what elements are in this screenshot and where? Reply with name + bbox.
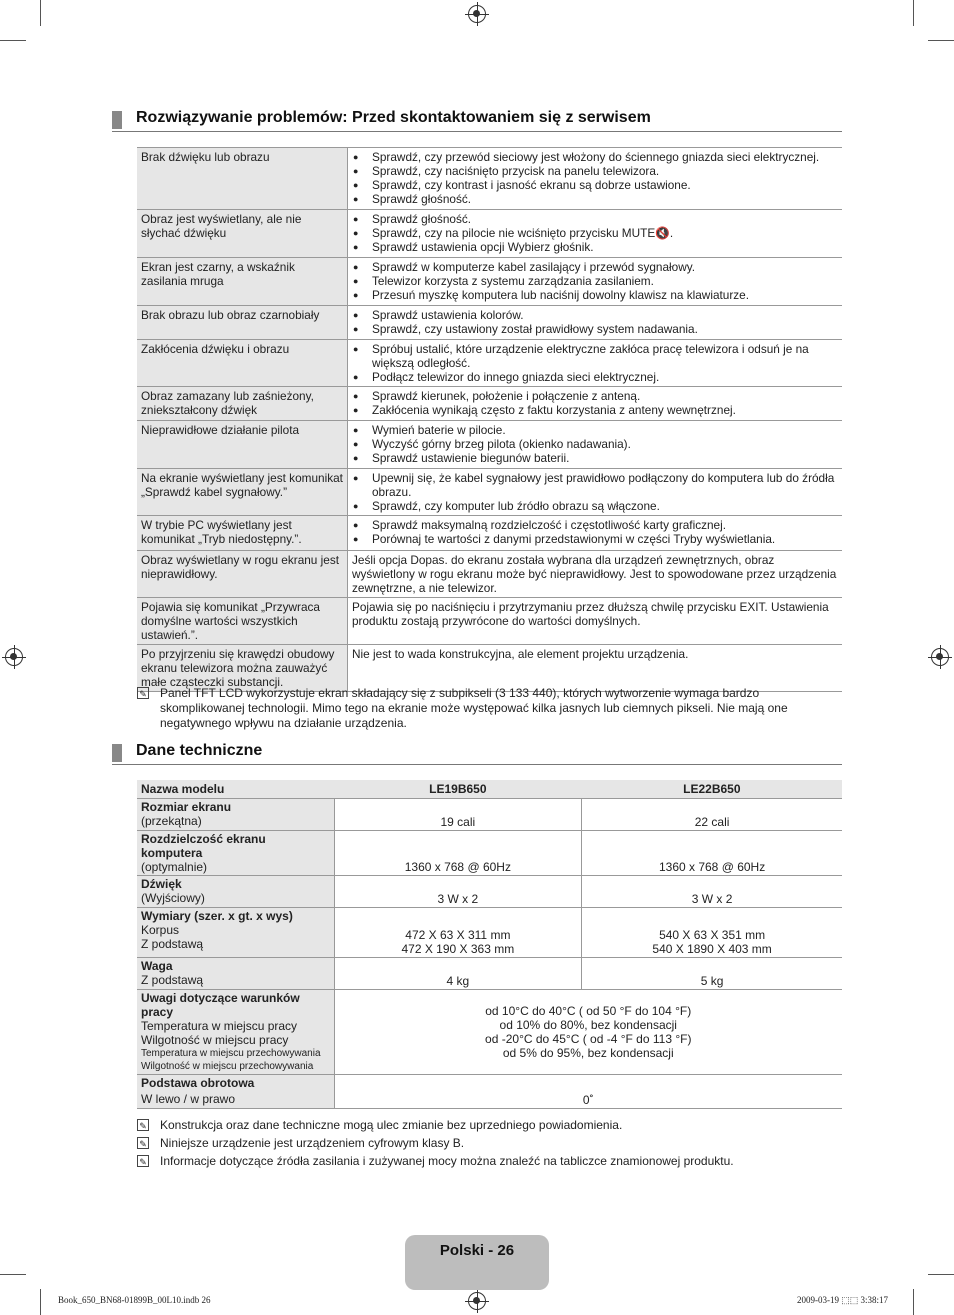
tft-note	[137, 686, 837, 731]
spec-value-env	[334, 990, 842, 1075]
solution-item: ● Sprawdź głośność.	[352, 192, 838, 206]
solution-text: Nie jest to wada konstrukcyjna, ale element projektu urządzenia.	[352, 647, 689, 661]
solution-item: ● Spróbuj ustalić, które urządzenie elektryczne zakłóca pracę telewizora i odsuń je na większą odległość.	[352, 342, 838, 370]
spec-name: Dźwięk	[141, 877, 182, 891]
spec-value: 5 kg	[700, 974, 724, 988]
solution-item: ● Sprawdź kierunek, położenie i połączenie z anteną.	[352, 389, 838, 403]
solution-item: ● Telewizor korzysta z systemu zarządzania zasilaniem.	[352, 274, 838, 288]
footer-right: 2009-03-19 ⬚⬚ 3:38:17	[797, 1295, 889, 1305]
spec-value-stand	[334, 1075, 842, 1109]
solution-item: ● Sprawdź, czy naciśnięto przycisk na panelu telewizora.	[352, 164, 838, 178]
troubleshoot-row	[137, 645, 842, 692]
spec-sub: Z podstawą	[141, 973, 204, 987]
specs-header-row	[137, 780, 842, 799]
spec-note-text: Konstrukcja oraz dane techniczne mogą ulec zmianie bez uprzedniego powiadomienia.	[160, 1118, 623, 1132]
solution-cell	[348, 148, 843, 210]
solution-list	[352, 389, 838, 417]
troubleshoot-table	[137, 147, 842, 692]
crop-mark	[928, 1274, 954, 1275]
specs-row	[137, 876, 842, 908]
spec-label-cell	[137, 908, 334, 958]
solution-item: ● Sprawdź, czy kontrast i jasność ekranu są dobrze ustawione.	[352, 178, 838, 192]
solution-cell	[348, 516, 843, 551]
solution-item: ● Wymień baterie w pilocie.	[352, 423, 838, 437]
spec-sub: (Wyjściowy)	[141, 891, 205, 905]
spec-value-model-2	[582, 908, 842, 958]
solution-cell	[348, 551, 843, 598]
solution-list	[352, 342, 838, 384]
spec-label-cell	[137, 831, 334, 876]
problem-cell: Ekran jest czarny, a wskaźnik zasilania mruga	[137, 258, 348, 306]
registration-mark-icon	[468, 5, 486, 23]
crop-mark	[928, 40, 954, 41]
problem-cell: Obraz wyświetlany w rogu ekranu jest nieprawidłowy.	[137, 551, 348, 598]
troubleshoot-row	[137, 516, 842, 551]
problem-cell: Pojawia się komunikat „Przywraca domyślne wartości wszystkich ustawień.”.	[137, 598, 348, 645]
specs-row	[137, 831, 842, 876]
spec-value: od -20°C do 45°C ( od -4 °F do 113 °F)	[485, 1032, 692, 1046]
crop-mark	[40, 1289, 41, 1315]
spec-value-model-1	[334, 908, 582, 958]
spec-sub: Temperatura w miejscu pracy	[141, 1019, 298, 1033]
spec-sub: (optymalnie)	[141, 860, 208, 874]
spec-label-cell	[137, 990, 334, 1075]
spec-value: 3 W x 2	[437, 892, 479, 906]
spec-name: Rozdzielczość ekranu komputera	[141, 832, 266, 860]
solution-list	[352, 212, 838, 254]
spec-value-model-2	[582, 958, 842, 990]
troubleshoot-title: Rozwiązywanie problemów: Przed skontaktowaniem się z serwisem	[136, 109, 651, 126]
problem-cell: Obraz zamazany lub zaśnieżony, zniekształcony dźwięk	[137, 387, 348, 421]
header-label: Nazwa modelu	[137, 780, 334, 799]
spec-value: 1360 x 768 @ 60Hz	[658, 860, 766, 874]
spec-sub: (przekątna)	[141, 814, 202, 828]
spec-note	[137, 1136, 837, 1151]
note-icon: ✎	[137, 1137, 149, 1149]
header-model-2: LE22B650	[582, 780, 842, 799]
spec-value-model-2	[582, 799, 842, 831]
solution-item: ● Zakłócenia wynikają często z faktu korzystania z anteny wewnętrznej.	[352, 403, 838, 417]
crop-mark	[913, 0, 914, 26]
spec-value: 472 X 190 X 363 mm	[401, 942, 515, 956]
spec-value-model-1	[334, 831, 582, 876]
spec-value-model-2	[582, 876, 842, 908]
troubleshoot-row	[137, 387, 842, 421]
registration-mark-icon	[468, 1292, 486, 1310]
spec-value: 1360 x 768 @ 60Hz	[404, 860, 511, 874]
spec-name: Podstawa obrotowa	[141, 1076, 255, 1090]
spec-sub: W lewo / w prawo	[141, 1092, 236, 1106]
problem-cell: Brak dźwięku lub obrazu	[137, 148, 348, 210]
spec-value: 19 cali	[440, 815, 476, 829]
section-bar-icon	[112, 111, 122, 129]
solution-cell	[348, 306, 843, 340]
specs-row	[137, 958, 842, 990]
registration-mark-icon	[5, 648, 23, 666]
spec-sub: Wilgotność w miejscu pracy	[141, 1033, 289, 1047]
spec-note	[137, 1118, 837, 1133]
troubleshoot-row	[137, 469, 842, 516]
spec-value: 472 X 63 X 311 mm	[405, 928, 511, 942]
troubleshoot-row	[137, 210, 842, 258]
section-title	[112, 109, 842, 132]
solution-item: ● Sprawdź ustawienia kolorów.	[352, 308, 838, 322]
spec-value: 540 X 1890 X 403 mm	[652, 942, 772, 956]
spec-value-model-1	[334, 876, 582, 908]
solution-item: ● Sprawdź ustawienie biegunów baterii.	[352, 451, 838, 465]
problem-cell: Brak obrazu lub obraz czarnobiały	[137, 306, 348, 340]
solution-list	[352, 150, 838, 206]
troubleshoot-row	[137, 551, 842, 598]
spec-value: 22 cali	[694, 815, 730, 829]
solution-item: ● Sprawdź, czy ustawiony został prawidłowy system nadawania.	[352, 322, 838, 336]
solution-cell	[348, 210, 843, 258]
solution-item: ● Sprawdź, czy na pilocie nie wciśnięto przycisku MUTE🔇.	[352, 226, 838, 240]
solution-list	[352, 471, 838, 513]
solution-item: ● Przesuń myszkę komputera lub naciśnij dowolny klawisz na klawiaturze.	[352, 288, 838, 302]
solution-cell	[348, 645, 843, 692]
note-icon: ✎	[137, 1119, 149, 1131]
spec-sub: Z podstawą	[141, 937, 204, 951]
spec-value-model-1	[334, 958, 582, 990]
spec-note	[137, 1154, 837, 1169]
spec-value-model-2	[582, 831, 842, 876]
specs-row	[137, 908, 842, 958]
solution-text: Jeśli opcja Dopas. do ekranu została wybrana dla urządzeń zewnętrznych, obraz wyświetlony w rogu ekranu może być nieprawidłowy. Jest to spowodowane przez urządzenia zewnętrzne, a nie telewizor.	[352, 553, 837, 595]
solution-item: ● Sprawdź głośność.	[352, 212, 838, 226]
spec-value: od 10°C do 40°C ( od 50 °F do 104 °F)	[485, 1004, 692, 1018]
solution-list	[352, 518, 838, 546]
solution-cell	[348, 340, 843, 387]
spec-value: 3 W x 2	[691, 892, 733, 906]
solution-text: Pojawia się po naciśnięciu i przytrzymaniu przez dłuższą chwilę przycisku EXIT. Ustawienia produktu zostają przywrócone do wartości domyślnych.	[352, 600, 829, 628]
spec-name: Wymiary (szer. x gt. x wys)	[141, 909, 293, 923]
solution-item: ● Sprawdź, czy komputer lub źródło obrazu są włączone.	[352, 499, 838, 513]
solution-list	[352, 308, 838, 336]
solution-item: ● Upewnij się, że kabel sygnałowy jest prawidłowo podłączony do komputera lub do źródła obrazu.	[352, 471, 838, 499]
spec-value-model-1	[334, 799, 582, 831]
solution-item: ● Wyczyść górny brzeg pilota (okienko nadawania).	[352, 437, 838, 451]
problem-cell: Zakłócenia dźwięku i obrazu	[137, 340, 348, 387]
spec-label-cell	[137, 876, 334, 908]
footer-left: Book_650_BN68-01899B_00L10.indb 26	[58, 1295, 211, 1305]
spec-value: od 10% do 80%, bez kondensacji	[499, 1018, 677, 1032]
crop-mark	[40, 0, 41, 26]
spec-value: 0˚	[582, 1093, 594, 1107]
crop-mark	[0, 40, 26, 41]
tft-note-text: Panel TFT LCD wykorzystuje ekran składający się z subpikseli (3 133 440), których wytworzenie wymaga bardzo skomplikowanej technologii. Mimo tego na ekranie może występować kilka jasnych lub ciemnych pikseli. Nie mają one negatywnego wpływu na działanie urządzenia.	[160, 686, 788, 730]
spec-label-cell	[137, 958, 334, 990]
section-bar-icon	[112, 744, 122, 762]
problem-cell: Nieprawidłowe działanie pilota	[137, 421, 348, 469]
solution-item: ● Sprawdź maksymalną rozdzielczość i częstotliwość karty graficznej.	[352, 518, 838, 532]
spec-sub: Korpus	[141, 923, 180, 937]
spec-name: Waga	[141, 959, 173, 973]
troubleshoot-row	[137, 598, 842, 645]
crop-mark	[913, 1289, 914, 1315]
troubleshoot-row	[137, 148, 842, 210]
spec-name: Uwagi dotyczące warunków pracy	[141, 991, 300, 1019]
page-number-tab	[405, 1235, 549, 1290]
spec-value: od 5% do 95%, bez kondensacji	[502, 1046, 674, 1060]
spec-sub: Wilgotność w miejscu przechowywania	[141, 1061, 314, 1072]
problem-cell: Na ekranie wyświetlany jest komunikat „Sprawdź kabel sygnałowy.”	[137, 469, 348, 516]
solution-item: ● Sprawdź, czy przewód sieciowy jest włożony do ściennego gniazda sieci elektrycznej.	[352, 150, 838, 164]
solution-cell	[348, 387, 843, 421]
solution-item: ● Sprawdź ustawienia opcji Wybierz głośnik.	[352, 240, 838, 254]
spec-label-cell	[137, 799, 334, 831]
spec-value: 540 X 63 X 351 mm	[659, 928, 766, 942]
specs-row	[137, 990, 842, 1075]
solution-cell	[348, 258, 843, 306]
spec-sub: Temperatura w miejscu przechowywania	[141, 1048, 321, 1059]
section-title	[112, 742, 842, 765]
troubleshoot-row	[137, 258, 842, 306]
solution-cell	[348, 469, 843, 516]
troubleshoot-row	[137, 421, 842, 469]
specs-row	[137, 1075, 842, 1109]
solution-item: ● Porównaj te wartości z danymi przedstawionymi w części Tryby wyświetlania.	[352, 532, 838, 546]
problem-cell: Obraz jest wyświetlany, ale nie słychać dźwięku	[137, 210, 348, 258]
page-number: Polski - 26	[439, 1242, 515, 1259]
solution-cell	[348, 598, 843, 645]
solution-list	[352, 423, 838, 465]
problem-cell: W trybie PC wyświetlany jest komunikat „Tryb niedostępny.”.	[137, 516, 348, 551]
crop-mark	[0, 1274, 26, 1275]
spec-value: 4 kg	[446, 974, 470, 988]
troubleshoot-row	[137, 306, 842, 340]
header-model-1: LE19B650	[334, 780, 582, 799]
solution-item: ● Podłącz telewizor do innego gniazda sieci elektrycznej.	[352, 370, 838, 384]
solution-list	[352, 260, 838, 302]
spec-note-text: Niniejsze urządzenie jest urządzeniem cyfrowym klasy B.	[160, 1136, 465, 1150]
spec-name: Rozmiar ekranu	[141, 800, 232, 814]
spec-label-cell	[137, 1075, 334, 1109]
solution-item: ● Sprawdź w komputerze kabel zasilający i przewód sygnałowy.	[352, 260, 838, 274]
solution-cell	[348, 421, 843, 469]
note-icon: ✎	[137, 1155, 149, 1167]
specs-table	[137, 780, 842, 1109]
spec-note-text: Informacje dotyczące źródła zasilania i zużywanej mocy można znaleźć na tabliczce znamionowej produktu.	[160, 1154, 734, 1168]
troubleshoot-row	[137, 340, 842, 387]
specs-title: Dane techniczne	[136, 742, 263, 759]
registration-mark-icon	[931, 648, 949, 666]
specs-row	[137, 799, 842, 831]
problem-cell: Po przyjrzeniu się krawędzi obudowy ekranu telewizora można zauważyć małe cząsteczki substancji.	[137, 645, 348, 692]
note-icon: ✎	[137, 687, 149, 699]
